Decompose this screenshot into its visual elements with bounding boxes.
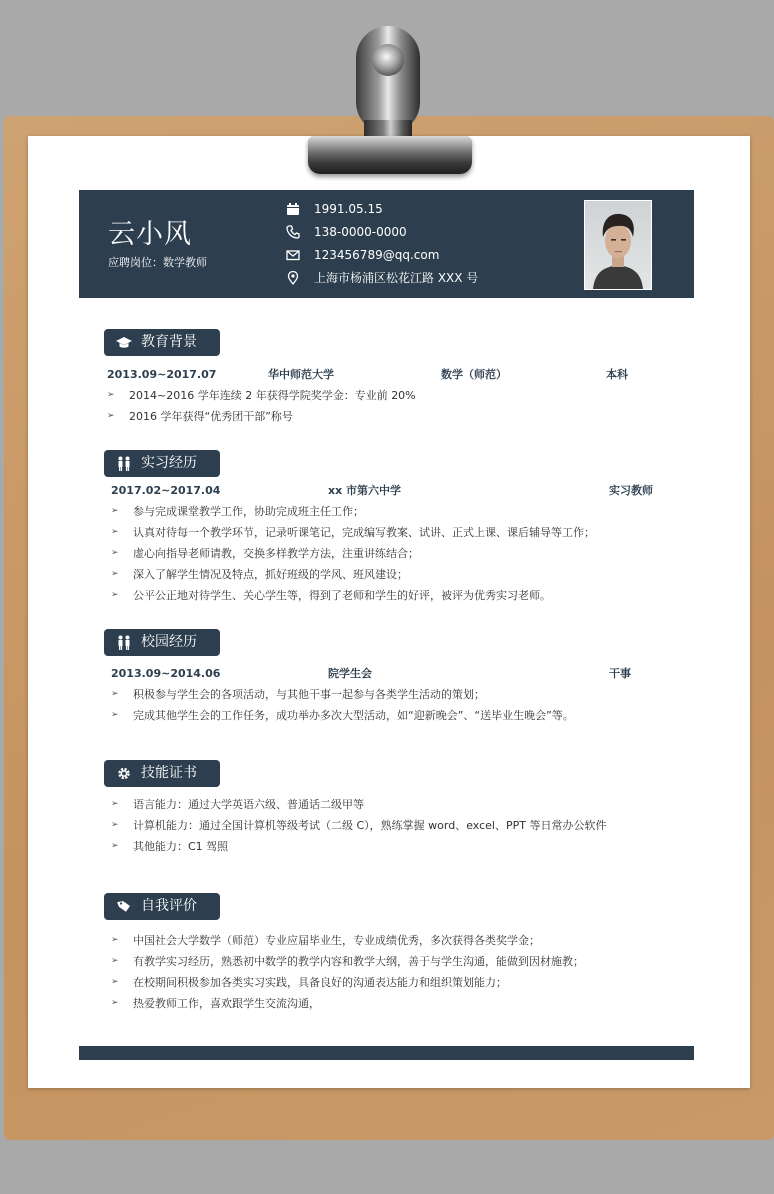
campus-date: 2013.09~2014.06 <box>111 667 221 680</box>
campus-row <box>111 665 661 683</box>
education-major: 数学（师范） <box>441 368 507 381</box>
email-address: 123456789@qq.com <box>314 248 440 262</box>
location-pin-icon <box>286 271 300 285</box>
applied-position: 应聘岗位：数学教师 <box>108 256 207 269</box>
campus-org: 院学生会 <box>328 667 372 680</box>
internship-row <box>111 482 661 500</box>
section-title-internship: 实习经历 <box>104 450 220 477</box>
binder-clip <box>300 26 478 176</box>
contact-email <box>286 244 478 267</box>
campus-role: 干事 <box>609 667 631 680</box>
clip-body <box>308 136 472 174</box>
education-date: 2013.09~2017.07 <box>107 368 217 381</box>
education-school: 华中师范大学 <box>268 368 334 381</box>
people-icon <box>116 635 132 650</box>
section-title-skills: 技能证书 <box>104 760 220 787</box>
birth-date: 1991.05.15 <box>314 202 383 216</box>
contact-birth <box>286 198 478 221</box>
mail-icon <box>286 248 300 262</box>
skills-list <box>111 794 606 857</box>
section-title-self-evaluation: 自我评价 <box>104 893 220 920</box>
contact-address <box>286 267 478 290</box>
internship-date: 2017.02~2017.04 <box>111 484 221 497</box>
calendar-icon <box>286 202 300 216</box>
education-degree: 本科 <box>606 368 628 381</box>
phone-icon <box>286 225 300 239</box>
list-item: ➢ 2016 学年获得“优秀团干部”称号 <box>107 406 416 427</box>
tag-icon <box>116 899 132 914</box>
profile-photo <box>584 200 652 290</box>
internship-list <box>111 501 595 606</box>
home-address: 上海市杨浦区松花江路 XXX 号 <box>314 271 479 285</box>
list-item: ➢ 深入了解学生情况及特点，抓好班级的学风、班风建设； <box>111 564 595 585</box>
person-portrait-icon <box>585 201 651 289</box>
section-title-education: 教育背景 <box>104 329 220 356</box>
education-row <box>107 366 647 384</box>
list-item: ➢ 完成其他学生会的工作任务，成功举办多次大型活动，如“迎新晚会”、“送毕业生晚会”等。 <box>111 705 574 726</box>
list-item: ➢ 语言能力：通过大学英语六级、普通话二级甲等 <box>111 794 606 815</box>
phone-number: 138-0000-0000 <box>314 225 407 239</box>
list-item: ➢ 参与完成课堂教学工作，协助完成班主任工作； <box>111 501 595 522</box>
clip-ring-hole <box>372 44 404 76</box>
list-item: ➢ 在校期间积极参加各类实习实践，具备良好的沟通表达能力和组织策划能力； <box>111 972 584 993</box>
list-item: ➢ 虚心向指导老师请教，交换多样教学方法，注重讲练结合； <box>111 543 595 564</box>
section-title-campus: 校园经历 <box>104 629 220 656</box>
list-item: ➢ 有教学实习经历，熟悉初中数学的教学内容和教学大纲，善于与学生沟通，能做到因材施教； <box>111 951 584 972</box>
list-item: ➢ 中国社会大学数学（师范）专业应届毕业生，专业成绩优秀，多次获得各类奖学金； <box>111 930 584 951</box>
footer-bar <box>79 1046 694 1060</box>
campus-list <box>111 684 574 726</box>
education-list <box>107 385 416 427</box>
clip-ring <box>356 26 420 134</box>
list-item: ➢ 2014~2016 学年连续 2 年获得学院奖学金：专业前 20% <box>107 385 416 406</box>
graduation-cap-icon <box>116 335 132 350</box>
people-icon <box>116 456 132 471</box>
list-item: ➢ 计算机能力：通过全国计算机等级考试（二级 C），熟练掌握 word、excel、PPT 等日常办公软件 <box>111 815 606 836</box>
gear-icon <box>116 766 132 781</box>
list-item: ➢ 积极参与学生会的各项活动，与其他干事一起参与各类学生活动的策划； <box>111 684 574 705</box>
contact-list <box>286 198 478 290</box>
list-item: ➢ 认真对待每一个教学环节，记录听课笔记，完成编写教案、试讲、正式上课、课后辅导等工作； <box>111 522 595 543</box>
candidate-name: 云小风 <box>108 219 192 250</box>
internship-org: xx 市第六中学 <box>328 484 402 497</box>
list-item: ➢ 热爱教师工作，喜欢跟学生交流沟通， <box>111 993 584 1014</box>
internship-role: 实习教师 <box>609 484 653 497</box>
list-item: ➢ 其他能力：C1 驾照 <box>111 836 606 857</box>
resume-header <box>79 190 694 298</box>
self-evaluation-list <box>111 930 584 1014</box>
list-item: ➢ 公平公正地对待学生、关心学生等，得到了老师和学生的好评，被评为优秀实习老师。 <box>111 585 595 606</box>
contact-phone <box>286 221 478 244</box>
